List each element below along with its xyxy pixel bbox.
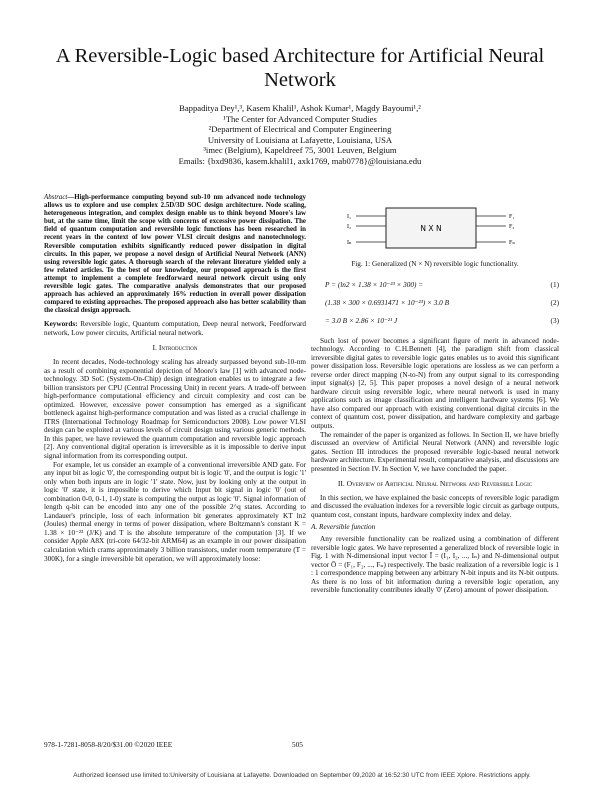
affiliation-3: University of Louisiana at Lafayette, Louisiana, USA xyxy=(207,134,393,145)
subsection-a-heading: A. Reversible function xyxy=(311,523,376,532)
output-label-n: Fₙ xyxy=(509,240,515,246)
equation-2 xyxy=(311,295,559,313)
paper-title: A Reversible-Logic based Architecture for Artificial Neural Network xyxy=(55,45,545,91)
reversible-block-diagram xyxy=(311,202,559,254)
copyright-line: 978-1-7281-8058-8/20/$31.00 ©2020 IEEE xyxy=(44,740,173,749)
figure-1 xyxy=(311,202,559,254)
input-label-1: I₁ xyxy=(347,214,352,220)
affiliation-4: ³imec (Belgium), Kapeldreef 75, 3001 Leuven, Belgium xyxy=(203,145,397,156)
abstract-text: —High-performance computing beyond sub-10 nm advanced node technology allows us to explore and use complex 2.5D/3D SOC design architecture. Node scaling, heterogeneous integration, and complex design enable us to think beyond Moore's law but, at the same time, limit the scope with concerns of excessive power dissipation. The field of quantum computation and reversible logic functions has been researched in recent years in the context of low power VLSI circuit designs and nanotechnology. Reversible computation exhibits significantly reduced power dissipation in digital circuits. In this paper, we propose a novel design of Artificial Neural Network (ANN) using reversible logic gates. A thorough search of the relevant literature yielded only a few related articles. To the best of our knowledge, our proposed approach is the first attempt to implement a complete feedforward neural network circuit using only reversible logic gates. The comparative analysis demonstrates that our proposed approach has achieved an approximately 16% reduction in overall power dissipation compared to existing approaches. The proposed approach also has better scalability than the classical design approach. xyxy=(44,194,306,315)
equation-1-number: (1) xyxy=(550,281,559,290)
keywords xyxy=(44,320,306,337)
section-1-heading: I. Introduction xyxy=(152,343,198,353)
affiliation-1: ¹The Center for Advanced Computer Studies xyxy=(223,113,377,124)
equation-2-expr: (1.38 × 300 × 0.6931471 × 10⁻²³) × 3.0 B xyxy=(325,299,450,308)
right-paragraph-2: The remainder of the paper is organized as follows. In Section II, we have briefly discussed an overview of Artificial Neural Network (ANN) and reversible logic gates. Section III introduces the proposed reversible logic-based neural network hardware architecture. Experimental result, comparative analysis, and discussions are presented in Section IV. In Section V, we have concluded the paper. xyxy=(311,430,559,473)
equation-1 xyxy=(311,277,559,295)
section-2-paragraph-1: In this section, we have explained the basic concepts of reversible logic paradigm and discussed the evaluation indexes for a reversible logic circuit as garbage outputs, quantum cost, constant inputs, hardware complexity index and delay. xyxy=(311,493,559,519)
right-paragraph-1: Such lost of power becomes a significant figure of merit in advanced node-technology. According to C.H.Bennett [4], the paradigm shift from classical irreversible digital gates to reversible logic gates enables us to avoid this significant power dissipation loss. Reversible logic operations are lossless as we can perform a reverse order direct mapping (N-to-N) from any output signal to its corresponding input signal(s) [2, 5]. This paper proposes a novel design of a neural network hardware circuit using reversible logic, where neural network is used in many applications such as image classification and intelligent hardware systems [6]. We have also compared our approach with existing conventional digital circuits in the context of quantum cost, power dissipation, and hardware complexity and garbage outputs. xyxy=(311,336,559,431)
abstract-label: Abstract xyxy=(44,194,68,201)
intro-paragraph-1: In recent decades, Node-technology scaling has already surpassed beyond sub-10-nm as a result of combining exponential depiction of Moore's law [1] with advanced node-technology. 3D SoC (System-On-Chip) design integration enables us to integrate a few billion transistors per CPU (Central Processing Unit) in recent years. A trade-off between high-performance computational efficiency and circuit complexity and cost can be optimized. However, excessive power consumption has emerged as a significant bottleneck against high-performance computation and was listed as a crucial challenge in ITRS (International Technology Roadmap for Semiconductors 2008). Low power VLSI design can be exploited at various levels of circuit design using various generic methods. In this paper, we have reviewed the quantum computation and reversible logic approach [2]. Any conventional digital operation is irreversible as it is impossible to derive input signal information from its corresponding output. xyxy=(44,357,306,460)
abstract xyxy=(44,194,306,315)
left-column xyxy=(44,194,306,563)
right-column xyxy=(311,194,559,595)
license-footer: Authorized licensed use limited to:University of Louisiana at Lafayette. Downloaded on September 09,2020 at 16:52:30 UTC from IEEE Xplore. Restrictions apply. xyxy=(73,772,531,779)
page-number: 505 xyxy=(292,740,303,749)
equation-1-expr: P = (ln2 × 1.38 × 10⁻²³ × 300) = xyxy=(325,281,424,290)
input-label-2: I₂ xyxy=(347,224,352,230)
affiliation-2: ²Department of Electrical and Computer Engineering xyxy=(208,124,392,135)
equation-3 xyxy=(311,313,559,331)
section-2-heading: II. Overview of Artificial Neural Network and Reversible Logic xyxy=(337,479,533,489)
block-label: N X N xyxy=(420,224,442,233)
subsection-a-paragraph-1: Any reversible functionality can be realized using a combination of different reversible logic gates. We have represented a generalized block of reversible logic in Fig. 1 with N-dimensional input vector Ī = (I₁, I₂, ..., Iₙ) and N-dimensional output vector Ō = (F₁, F₂, ..., Fₙ) respectively. The basic realization of a reversible logic is 1 : 1 correspondence mapping between any arbitrary N-bit inputs and its N-bit outputs. As there is no loss of bit information during a reversible logic operation, any reversible functionality contributes ideally '0' (Zero) amount of power dissipation. xyxy=(311,535,559,595)
author-names: Bappaditya Dey¹,³, Kasem Khalil¹, Ashok Kumar¹, Magdy Bayoumi¹,² xyxy=(179,103,421,113)
intro-paragraph-2: For example, let us consider an example of a conventional irreversible AND gate. For any input bit as logic '0', the corresponding output bit is logic '0', and the output is logic '1' only when both inputs are in logic '1' state. Now, just by looking only at the output in logic '0' state, it is impossible to derive which Input bit signal in logic '0' (out of combination 0-0, 0-1, 1-0) state is computing the output as logic '0'. Signal information of length q-bit can be encoded into any one of the possible 2^q states. According to Landauer's principle, loss of each information bit generates approximately KT ln2 (Joules) thermal energy in terms of power dissipation, where Boltzmann's constant K = 1.38 × 10⁻²³ (J/K) and T is the absolute temperature of the computation [3]. If we consider Apple A8X (tri-core 64/32-bit ARM64) as an example in our power dissipation calculation which crams approximately 3 billion transistors, under room temperature (T = 300K), for a single irreversible bit operation, we will approximately loose: xyxy=(44,460,306,563)
output-label-1: F₁ xyxy=(509,214,515,220)
output-label-2: F₂ xyxy=(509,224,515,230)
keywords-text: Reversible logic, Quantum computation, Deep neural network, Feedforward network, Low power circuits, Artificial neural network. xyxy=(44,320,306,337)
equation-3-expr: = 3.0 B × 2.86 × 10⁻²¹ J xyxy=(325,317,398,326)
keywords-label: Keywords: xyxy=(44,320,78,329)
input-label-n: Iₙ xyxy=(347,240,352,246)
figure-1-caption: Fig. 1: Generalized (N × N) reversible logic functionality. xyxy=(351,260,519,268)
author-block xyxy=(60,103,540,167)
equation-3-number: (3) xyxy=(550,317,559,326)
author-emails: Emails: {bxd9836, kasem.khalil1, axk1769, mab0778}@louisiana.edu xyxy=(178,155,422,166)
equation-2-number: (2) xyxy=(550,299,559,308)
